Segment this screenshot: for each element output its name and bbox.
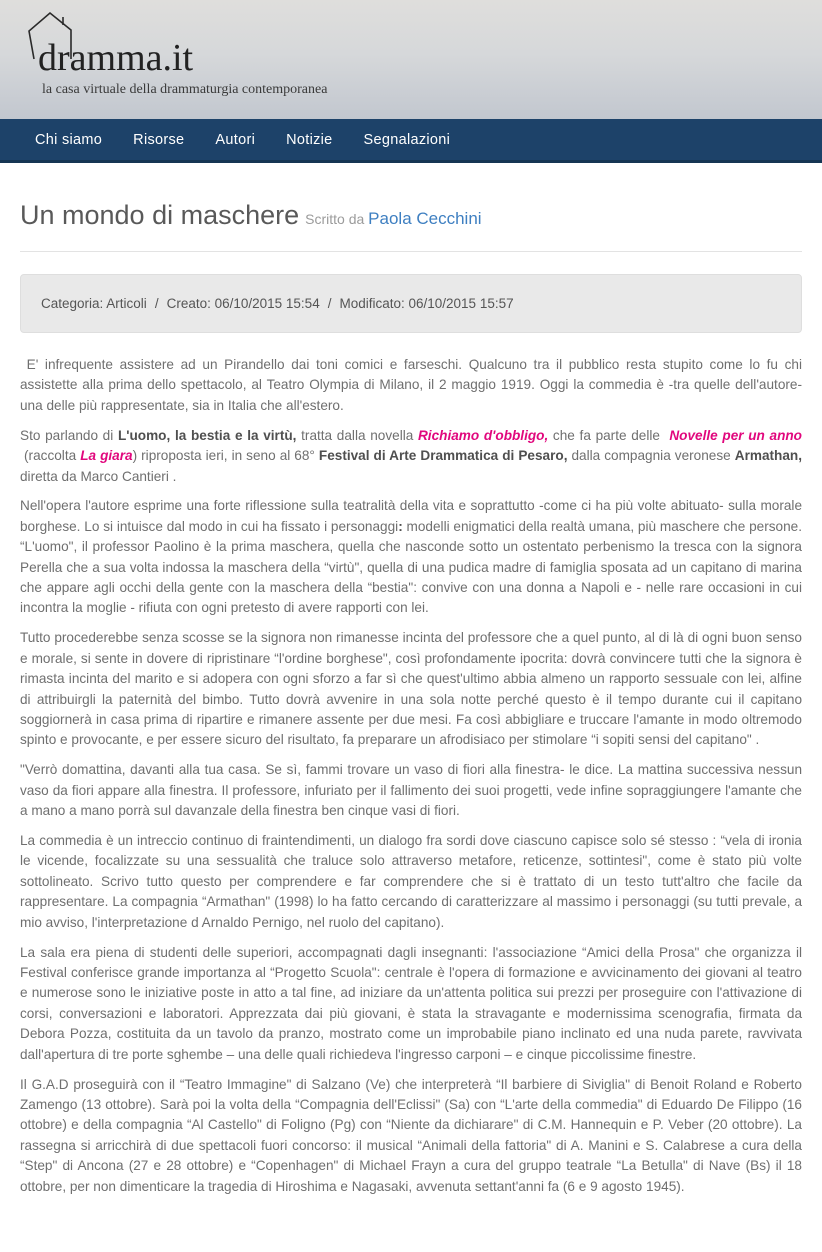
site-header bbox=[0, 0, 822, 119]
text-run: La commedia è un intreccio continuo di fraintendimenti, un dialogo fra sordi dove ciascuno capisce solo sé stesso : “vela di ironia le vicende, focalizzate su una sessualità che traluce solo attraverso metafore, reticenze, sottintesi", come è stato più volte sottolineato. Scrivo tutto questo per comprendere e far comprendere che si è trattato di un testo tutt'altro che facile da rappresentare. La compagnia “Armathan" (1998) lo ha fatto cercando di caratterizzare al massimo i personaggi (su tutti prevale, a mio avviso, l'interpretazione d Arnaldo Pernigo, nel ruolo del capitano). bbox=[20, 833, 802, 930]
text-run-bold: Festival di Arte Drammatica di Pesaro, bbox=[318, 448, 568, 464]
author-link[interactable]: Paola Cecchini bbox=[368, 209, 482, 228]
article-paragraph bbox=[20, 496, 802, 618]
nav-item-notizie[interactable]: Notizie bbox=[286, 131, 333, 148]
text-run-accent-italic: Novelle per un anno bbox=[669, 427, 802, 443]
title-divider bbox=[20, 251, 802, 252]
byline bbox=[305, 211, 481, 227]
text-run: (raccolta bbox=[20, 448, 81, 464]
article-paragraph bbox=[20, 943, 802, 1065]
text-run: diretta da Marco Cantieri . bbox=[20, 468, 177, 484]
meta-item: Creato: 06/10/2015 15:54 bbox=[166, 296, 320, 311]
text-run: dalla compagnia veronese bbox=[567, 448, 735, 464]
text-run: La sala era piena di studenti delle superiori, accompagnati dagli insegnanti: l'associazione “Amici della Prosa" che organizza il Festival conferisce grande importanza al “Progetto Scuola": centrale è l'opera di formazione e avvicinamento dei giovani al teatro e numerose sono le iniziative poste in atto a tal fine, ad iniziare da un'attenta politica sui prezzi per proseguire con l'attivazione di corsi, conversazioni e laboratori. Apprezzata dai più giovani, è stata la stravagante e modernissima scenografia, firmata da Debora Pozza, costituita da un tavolo da pranzo, mostrato come un improbabile piano inclinato ed una nuda parete, ravvivata dall'apertura di tre porte sghembe – una delle quali richiedeva l'ingresso carponi – e cinque piccolissime finestre. bbox=[20, 944, 802, 1062]
nav-item-segnalazioni[interactable]: Segnalazioni bbox=[363, 131, 451, 148]
meta-item: Categoria: Articoli bbox=[41, 296, 147, 311]
meta-separator: / bbox=[327, 296, 332, 311]
article-meta bbox=[20, 274, 802, 333]
site-tagline: la casa virtuale della drammaturgia contemporanea bbox=[42, 82, 328, 97]
meta-item: Modificato: 06/10/2015 15:57 bbox=[339, 296, 514, 311]
article-body bbox=[20, 355, 802, 1197]
main-nav bbox=[0, 119, 822, 163]
article-paragraph bbox=[20, 831, 802, 933]
text-run: Tutto procederebbe senza scosse se la signora non rimanesse incinta del professore che a quel punto, al di là di ogni buon senso e morale, si sente in dovere di ripristinare “l'ordine borghese", così profondamente ipocrita: dovrà convincere tutti che la signora è rimasta incinta del marito e si adopera con ogni sforzo a far sì che quest'ultimo abbia almeno un rapporto sessuale con lei, alfine di attribuirgli la paternità del bimbo. Tutto dovrà avvenire in una sola notte perché questo è il tempo durante cui il capitano soggiornerà in casa prima di ripartire e rimanere assente per due mesi. Fa così abbigliare e truccare l'amante in modo oltremodo spinto e provocante, e per essere sicuro del risultato, fa preparare un afrodisiaco per stimolare “i sopiti sensi del capitano" . bbox=[20, 630, 802, 748]
text-run: che fa parte delle bbox=[548, 427, 670, 443]
article-title: Un mondo di maschere bbox=[20, 200, 300, 230]
text-run: "Verrò domattina, davanti alla tua casa. Se sì, fammi trovare un vaso di fiori alla finestra- le dice. La mattina successiva nessun vaso da fiori appare alla finestra. Il professore, infuriato per il fallimento dei suoi progetti, vede infine sopraggiungere l'amante che a mano a mano porrà sul davanzale della finestra ben cinque vasi di fiori. bbox=[20, 762, 802, 819]
text-run-bold: L'uomo, la bestia e la virtù, bbox=[117, 427, 297, 443]
written-by-label: Scritto da bbox=[305, 211, 365, 227]
text-run-bold: : bbox=[398, 518, 403, 534]
text-run: Il G.A.D proseguirà con il “Teatro Immagine" di Salzano (Ve) che interpreterà “Il barbiere di Siviglia" di Benoit Roland e Roberto Zamengo (13 ottobre). Sarà poi la volta della “Compagnia dell'Eclissi" (Sa) con “L'arte della commedia" di Eduardo De Filippo (16 ottobre) e della compagnia “Al Castello" di Foligno (Pg) con “Niente da dichiarare" di C.M. Hannequin e P. Veber (20 ottobre). La rassegna si arricchirà di due spettacoli fuori concorso: il musical “Animali della fattoria" di A. Manini e S. Calabrese a cura della “Step" di Ancona (27 e 28 ottobre) e “Copenhagen" di Michael Frayn a cura del gruppo teatrale “La Betulla" di Nave (Bs) il 18 ottobre, per non dimenticare la tragedia di Hiroshima e Nagasaki, avvenuta settant'anni fa (6 e 9 agosto 1945). bbox=[20, 1076, 802, 1194]
nav-item-risorse[interactable]: Risorse bbox=[133, 131, 185, 148]
meta-separator: / bbox=[154, 296, 159, 311]
text-run-bold: Armathan, bbox=[734, 448, 802, 464]
text-run: modelli enigmatici della realtà umana, più maschere che persone. “L'uomo", il professor Paolino è la prima maschera, quella che nasconde sotto un ostentato perbenismo la tresca con la signora Perella che a sua volta indossa la maschera della “virtù", quella di una pudica madre di famiglia sposata ad un capitano di marina che appare agli occhi della gente con la maschera della “bestia": convive con una donna a Napoli e - nelle rare occasioni in cui incontra la moglie - rifiuta con ogni pretesto di avere rapporti con lei. bbox=[20, 518, 802, 616]
text-run: tratta dalla novella bbox=[296, 427, 418, 443]
article-paragraph bbox=[20, 426, 802, 487]
text-run: Sto parlando di bbox=[20, 427, 118, 443]
text-run-accent-italic: Richiamo d'obbligo, bbox=[417, 427, 549, 443]
article-paragraph bbox=[20, 628, 802, 750]
page-title bbox=[20, 199, 802, 235]
nav-item-autori[interactable]: Autori bbox=[215, 131, 256, 148]
article-paragraph bbox=[20, 760, 802, 821]
main-content bbox=[0, 163, 822, 1236]
nav-list bbox=[0, 119, 822, 160]
text-run: E' infrequente assistere ad un Pirandello dai toni comici e farseschi. Qualcuno tra il pubblico resta stupito come lo fu chi assistette alla prima dello spettacolo, al Teatro Olympia di Milano, il 2 maggio 1919. Oggi la commedia è -tra quelle dell'autore- una delle più rappresentate, sia in Italia che all'estero. bbox=[20, 357, 802, 413]
text-run: Nell'opera l'autore esprime una forte riflessione sulla teatralità della vita e soprattutto -come ci ha più volte abituato- sulla morale borghese. Lo si intuisce dal modo in cui ha fissato i personaggi bbox=[20, 498, 802, 534]
text-run-accent-italic: La giara bbox=[80, 448, 133, 464]
article-paragraph bbox=[20, 1075, 802, 1197]
article-paragraph bbox=[20, 355, 802, 416]
site-logo[interactable] bbox=[26, 6, 346, 111]
text-run: ) riproposta ieri, in seno al 68° bbox=[132, 448, 319, 464]
logo-text: dramma.it bbox=[38, 37, 194, 79]
nav-item-chi-siamo[interactable]: Chi siamo bbox=[35, 131, 103, 148]
